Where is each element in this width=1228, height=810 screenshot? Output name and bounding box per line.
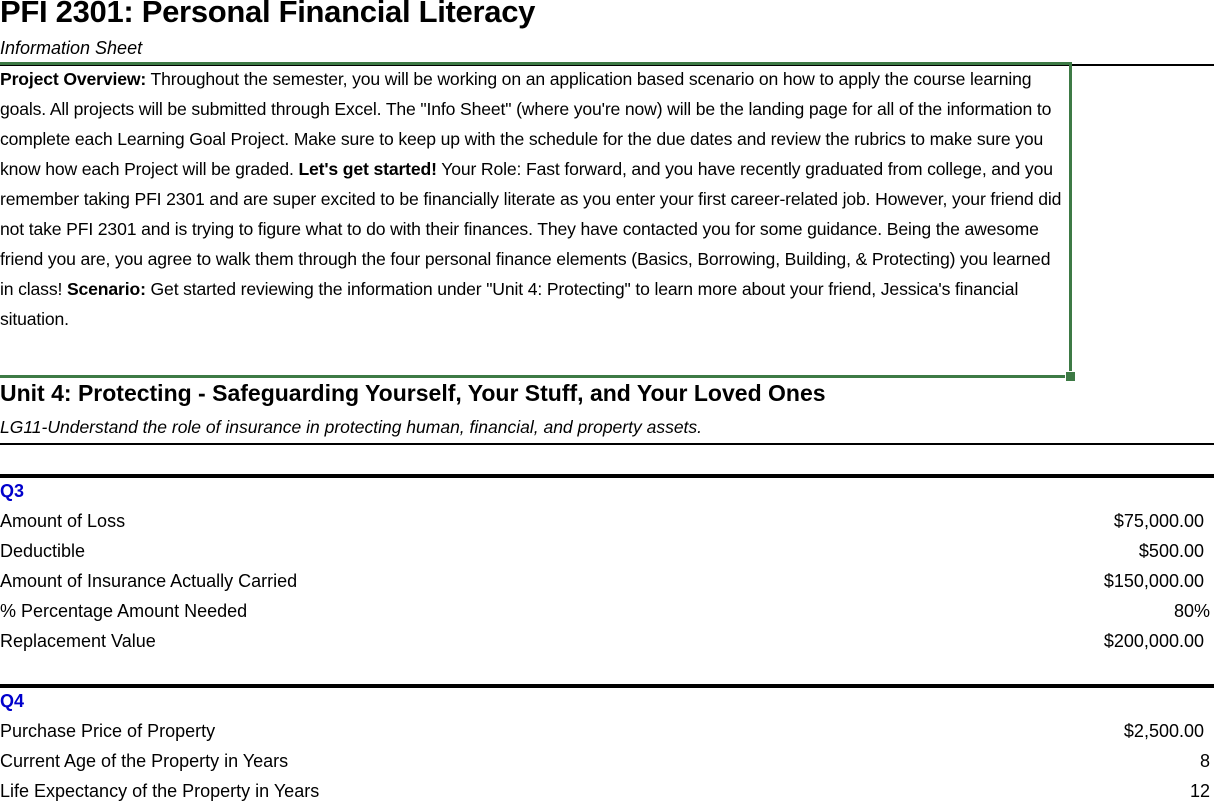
row-value: $75,000.00 [1113,511,1204,531]
overview-emphasis: Let's get started! [298,159,437,179]
unit-title: Unit 4: Protecting - Safeguarding Yourself, Your Stuff, and Your Loved Ones [0,380,826,406]
row-label: Life Expectancy of the Property in Years [0,781,320,801]
scenario-label: Scenario: [66,279,146,299]
project-overview-text[interactable] [0,64,1066,334]
overview-text-1: Throughout the semester, you will be working on an application based scenario on how to apply the course learning goals. All projects will be submitted through Excel. The "Info Sheet" (where you're now) will be the landing page for all of the information to complete each Learning Goal Project. Make sure to keep up with the schedule for the due dates and review the rubrics to make sure you know how each Project will be graded. [0,69,1052,179]
unit-subtitle: LG11-Understand the role of insurance in protecting human, financial, and property assets. [0,417,703,437]
row-value: 80% [1173,601,1210,621]
q4-label: Q4 [0,691,25,711]
row-value: 12 [1189,781,1210,801]
row-label: Current Age of the Property in Years [0,751,289,771]
table-row[interactable] [0,596,1210,626]
q4-divider [0,684,1214,688]
page-subtitle: Information Sheet [0,38,143,58]
table-row[interactable] [0,566,1210,596]
row-label: Amount of Loss [0,511,126,531]
row-label: Deductible [0,541,86,561]
fill-handle[interactable] [1065,371,1076,382]
row-label: Replacement Value [0,631,156,651]
row-label: % Percentage Amount Needed [0,601,248,621]
table-row[interactable] [0,626,1210,656]
row-value: $2,500.00 [1123,721,1204,741]
unit-divider [0,443,1214,445]
row-value: 8 [1199,751,1210,771]
row-value: $150,000.00 [1103,571,1204,591]
table-row[interactable] [0,716,1210,746]
overview-text-2: Your Role: Fast forward, and you have recently graduated from college, and you remember taking PFI 2301 and are super excited to be financially literate as you enter your first career-related job. However, your friend did not take PFI 2301 and is trying to figure what to do with their finances. They have contacted you for some guidance. Being the awesome friend you are, you agree to walk them through the four personal finance elements (Basics, Borrowing, Building, & Protecting) you learned in class! [0,159,1062,299]
row-value: $200,000.00 [1103,631,1204,651]
page-title: PFI 2301: Personal Financial Literacy [0,0,536,29]
table-row[interactable] [0,776,1210,806]
row-value: $500.00 [1138,541,1204,561]
table-row[interactable] [0,536,1210,566]
q3-label: Q3 [0,481,25,501]
overview-text-3: Get started reviewing the information under "Unit 4: Protecting" to learn more about your friend, Jessica's financial situation. [0,279,1019,329]
q3-divider [0,474,1214,478]
row-label: Purchase Price of Property [0,721,216,741]
table-row[interactable] [0,746,1210,776]
overview-label: Project Overview: [0,69,147,89]
table-row[interactable] [0,506,1210,536]
row-label: Amount of Insurance Actually Carried [0,571,298,591]
